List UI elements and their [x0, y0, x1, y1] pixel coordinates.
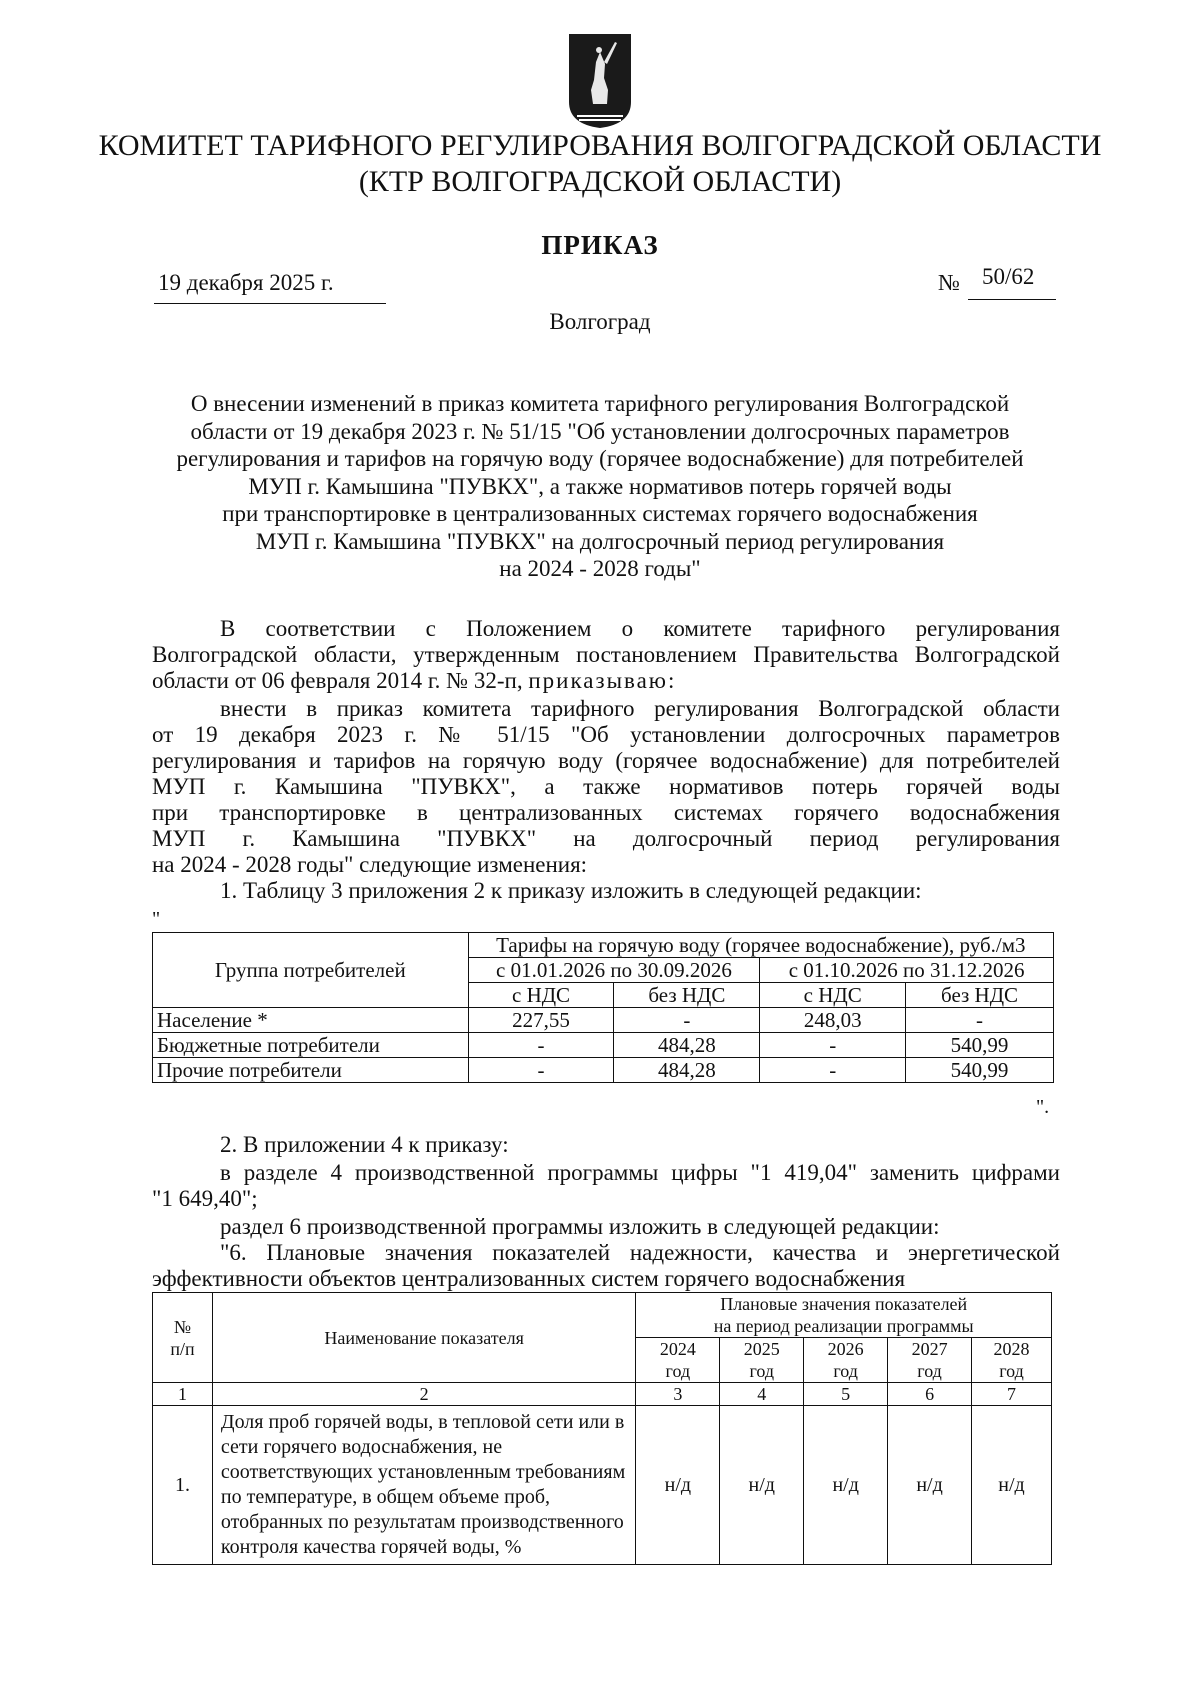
- section-title: эффективности объектов централизованных систем горячего водоснабжения: [152, 1266, 906, 1291]
- group-header: Группа потребителей: [153, 933, 469, 1008]
- year-header: [720, 1338, 804, 1383]
- column-numbers-row: [153, 1383, 1052, 1406]
- tariff-cell: 540,99: [906, 1058, 1054, 1083]
- subject-line: МУП г. Камышина "ПУВКХ" на долгосрочный период регулирования: [255, 528, 945, 554]
- body-line: "1 649,40";: [152, 1186, 258, 1211]
- num-header-line: п/п: [170, 1338, 195, 1359]
- tariff-cell: -: [614, 1008, 760, 1033]
- open-quote: ": [152, 908, 161, 930]
- plan-header-line: Плановые значения показателей: [720, 1294, 968, 1314]
- indicator-value: н/д: [972, 1406, 1052, 1565]
- indicator-value: н/д: [636, 1406, 720, 1565]
- year-suffix: год: [665, 1361, 691, 1381]
- vat-header: с НДС: [468, 983, 614, 1008]
- date-underline: [154, 303, 386, 304]
- year-number: 2024: [659, 1339, 696, 1359]
- indicator-value: н/д: [888, 1406, 972, 1565]
- body-line: МУП г. Камышина "ПУВКХ", а также нормативов потерь горячей воды: [152, 774, 1060, 799]
- name-header: Наименование показателя: [212, 1293, 635, 1383]
- body-line: внести в приказ комитета тарифного регулирования Волгоградской области: [220, 696, 1060, 721]
- indicator-name: Доля проб горячей воды, в тепловой сети или в сети горячего водоснабжения, не соответствующих установленным требованиям по температуре, в общем объеме проб, отобранных по результатам производственного контроля качества горячей воды, %: [212, 1406, 635, 1565]
- subject-line: МУП г. Камышина "ПУВКХ", а также нормативов потерь горячей воды: [248, 473, 952, 499]
- document-title: ПРИКАЗ: [541, 230, 659, 260]
- year-header: [972, 1338, 1052, 1383]
- year-number: 2027: [911, 1339, 948, 1359]
- column-number: 7: [972, 1383, 1052, 1406]
- indicator-value: н/д: [804, 1406, 888, 1565]
- body-line: "6. Плановые значения показателей надежности, качества и энергетической: [220, 1240, 1060, 1265]
- indicators-table: [152, 1292, 1052, 1565]
- tariff-cell: -: [468, 1033, 614, 1058]
- tariff-cell: 248,03: [760, 1008, 906, 1033]
- num-header: [153, 1293, 213, 1383]
- tariff-cell: 484,28: [614, 1033, 760, 1058]
- tariff-cell: -: [760, 1058, 906, 1083]
- item-1: 1. Таблицу 3 приложения 2 к приказу изложить в следующей редакции:: [220, 878, 922, 903]
- document-date: 19 декабря 2025 г.: [158, 270, 334, 295]
- body-line: на 2024 - 2028 годы" следующие изменения:: [152, 852, 588, 877]
- body-line: Волгоградской области, утвержденным постановлением Правительства Волгоградской: [152, 642, 1060, 667]
- number-label: №: [938, 270, 960, 295]
- year-header: [804, 1338, 888, 1383]
- body-line: В соответствии с Положением о комитете тарифного регулирования: [220, 616, 1060, 641]
- document-number: 50/62: [982, 264, 1035, 289]
- plan-header: [636, 1293, 1052, 1338]
- table-row: [153, 1406, 1052, 1565]
- body-line: в разделе 4 производственной программы цифры "1 419,04" заменить цифрами: [220, 1160, 1060, 1185]
- body-line: раздел 6 производственной программы изложить в следующей редакции:: [220, 1214, 940, 1239]
- subject-line: при транспортировке в централизованных системах горячего водоснабжения: [222, 501, 978, 526]
- coat-of-arms-icon: [567, 32, 633, 130]
- table-row: [153, 1008, 1054, 1033]
- year-suffix: год: [833, 1361, 858, 1381]
- subject-line: области от 19 декабря 2023 г. № 51/15 "Об установлении долгосрочных параметров: [190, 418, 1010, 444]
- period-header: с 01.10.2026 по 31.12.2026: [760, 958, 1054, 983]
- body-line: МУП г. Камышина "ПУВКХ" на долгосрочный период регулирования: [152, 826, 1060, 851]
- period-header: с 01.01.2026 по 30.09.2026: [468, 958, 760, 983]
- org-name-line2: (КТР ВОЛГОГРАДСКОЙ ОБЛАСТИ): [358, 165, 842, 198]
- tariff-cell: -: [906, 1008, 1054, 1033]
- column-number: 5: [804, 1383, 888, 1406]
- table-row: [153, 1033, 1054, 1058]
- year-suffix: год: [917, 1361, 942, 1381]
- order-verb: приказываю:: [528, 668, 677, 693]
- close-quote: ".: [1036, 1096, 1050, 1118]
- column-number: 1: [153, 1383, 213, 1406]
- num-header-line: №: [173, 1316, 192, 1337]
- no-vat-header: без НДС: [906, 983, 1054, 1008]
- column-number: 3: [636, 1383, 720, 1406]
- group-cell: Население *: [153, 1008, 469, 1033]
- number-underline: [968, 299, 1056, 300]
- group-cell: Прочие потребители: [153, 1058, 469, 1083]
- body-line: регулирования и тарифов на горячую воду (горячее водоснабжение) для потребителей: [152, 748, 1060, 773]
- tariff-table: [152, 932, 1054, 1083]
- tariff-cell: -: [468, 1058, 614, 1083]
- year-number: 2028: [993, 1339, 1030, 1359]
- year-suffix: год: [749, 1361, 775, 1381]
- tariff-cell: 540,99: [906, 1033, 1054, 1058]
- vat-header: с НДС: [760, 983, 906, 1008]
- no-vat-header: без НДС: [614, 983, 760, 1008]
- body-line: [152, 668, 1060, 694]
- body-line: при транспортировке в централизованных системах горячего водоснабжения: [152, 800, 1060, 825]
- org-name-line1: КОМИТЕТ ТАРИФНОГО РЕГУЛИРОВАНИЯ ВОЛГОГРАДСКОЙ ОБЛАСТИ: [98, 129, 1102, 162]
- tariff-cell: 484,28: [614, 1058, 760, 1083]
- column-number: 2: [212, 1383, 635, 1406]
- year-number: 2025: [743, 1339, 780, 1359]
- document-city: Волгоград: [549, 309, 651, 334]
- year-header: [888, 1338, 972, 1383]
- subject-line: на 2024 - 2028 годы": [499, 556, 701, 581]
- indicator-value: н/д: [720, 1406, 804, 1565]
- table-row: [153, 1058, 1054, 1083]
- tariff-cell: 227,55: [468, 1008, 614, 1033]
- body-text: области от 06 февраля 2014 г. № 32-п,: [152, 668, 523, 693]
- plan-header-line: на период реализации программы: [713, 1316, 974, 1336]
- row-number: 1.: [153, 1406, 213, 1565]
- tariff-cell: -: [760, 1033, 906, 1058]
- column-number: 4: [720, 1383, 804, 1406]
- item-2: 2. В приложении 4 к приказу:: [220, 1132, 509, 1157]
- subject-line: регулирования и тарифов на горячую воду (горячее водоснабжение) для потребителей: [176, 446, 1024, 471]
- year-suffix: год: [999, 1361, 1024, 1381]
- year-header: [636, 1338, 720, 1383]
- group-cell: Бюджетные потребители: [153, 1033, 469, 1058]
- document-subject: [150, 390, 1050, 583]
- column-number: 6: [888, 1383, 972, 1406]
- body-line: от 19 декабря 2023 г. № 51/15 "Об установлении долгосрочных параметров: [152, 722, 1060, 747]
- subject-line: О внесении изменений в приказ комитета тарифного регулирования Волгоградской: [190, 391, 1010, 416]
- year-number: 2026: [827, 1339, 864, 1359]
- tariff-main-header: Тарифы на горячую воду (горячее водоснабжение), руб./м3: [468, 933, 1053, 958]
